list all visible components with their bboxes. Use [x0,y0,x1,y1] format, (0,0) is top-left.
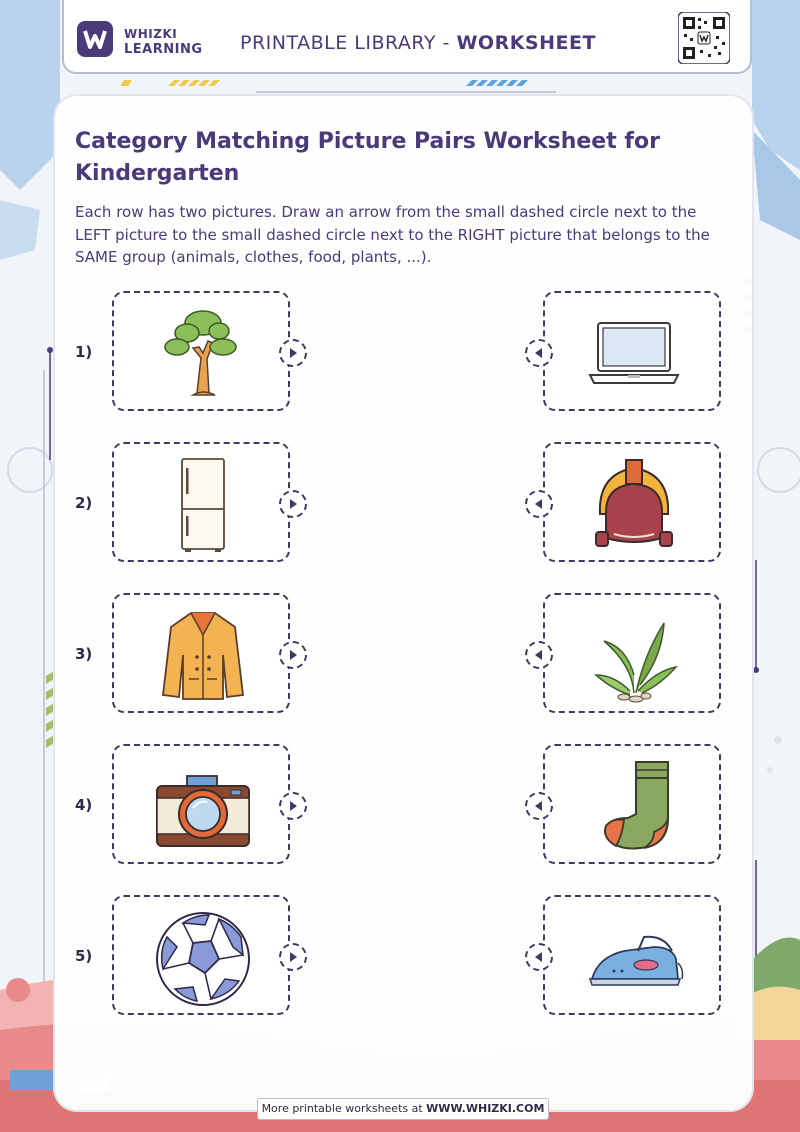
arrow-left-icon [527,341,551,365]
arrow-left-icon [527,945,551,969]
right-picture-box-2 [543,442,721,562]
left-picture-box-2 [112,442,290,562]
left-connector-dot-2[interactable] [279,490,307,518]
football-helmet-icon [584,454,684,554]
clothes-iron-icon [584,907,684,1007]
arrow-left-icon [527,794,551,818]
right-picture-box-5 [543,895,721,1015]
arrow-right-icon [281,794,305,818]
laptop-icon [584,303,684,403]
left-connector-dot-5[interactable] [279,943,307,971]
right-connector-dot-5[interactable] [525,943,553,971]
whizki-logo-icon [76,20,114,58]
left-picture-box-5 [112,895,290,1015]
refrigerator-icon [153,454,253,554]
left-picture-box-1 [112,291,290,411]
right-connector-dot-1[interactable] [525,339,553,367]
logo-line-2: LEARNING [124,42,203,57]
plant-sprout-icon [584,605,684,705]
left-connector-dot-1[interactable] [279,339,307,367]
instructions-text: Each row has two pictures. Draw an arrow from the small dashed circle next to the LEFT picture to the small dashed circle next to the RIGHT picture that belongs to the SAME group (animals, clothes, food, plants, ...). [75,203,710,266]
footer-prefix: More printable worksheets at [261,1102,427,1115]
row-label-2: 2) [75,494,93,512]
left-picture-box-4 [112,744,290,864]
sock-icon [584,756,684,856]
page-title: Category Matching Picture Pairs Worksheet for Kindergarten [75,129,660,186]
logo-text [124,26,203,58]
right-connector-dot-3[interactable] [525,641,553,669]
left-connector-dot-4[interactable] [279,792,307,820]
right-picture-box-1 [543,291,721,411]
library-label: PRINTABLE LIBRARY - [240,32,457,54]
camera-icon [153,756,253,856]
logo-line-1: WHIZKI [124,27,178,41]
arrow-left-icon [527,643,551,667]
row-label-3: 3) [75,645,93,663]
left-picture-box-3 [112,593,290,713]
soccer-ball-icon [153,907,253,1007]
library-title [240,32,596,54]
coat-icon [153,605,253,705]
left-connector-dot-3[interactable] [279,641,307,669]
footer-banner [257,1098,549,1120]
right-picture-box-3 [543,593,721,713]
arrow-right-icon [281,341,305,365]
row-label-1: 1) [75,343,93,361]
row-label-4: 4) [75,796,93,814]
arrow-right-icon [281,945,305,969]
library-strong: WORKSHEET [456,32,596,54]
footer-site-link[interactable]: WWW.WHIZKI.COM [426,1102,545,1115]
arrow-right-icon [281,492,305,516]
arrow-left-icon [527,492,551,516]
arrow-right-icon [281,643,305,667]
qr-code-icon [678,12,730,64]
tree-icon [153,303,253,403]
header-bar [62,0,752,74]
row-label-5: 5) [75,947,93,965]
right-connector-dot-4[interactable] [525,792,553,820]
right-picture-box-4 [543,744,721,864]
right-connector-dot-2[interactable] [525,490,553,518]
